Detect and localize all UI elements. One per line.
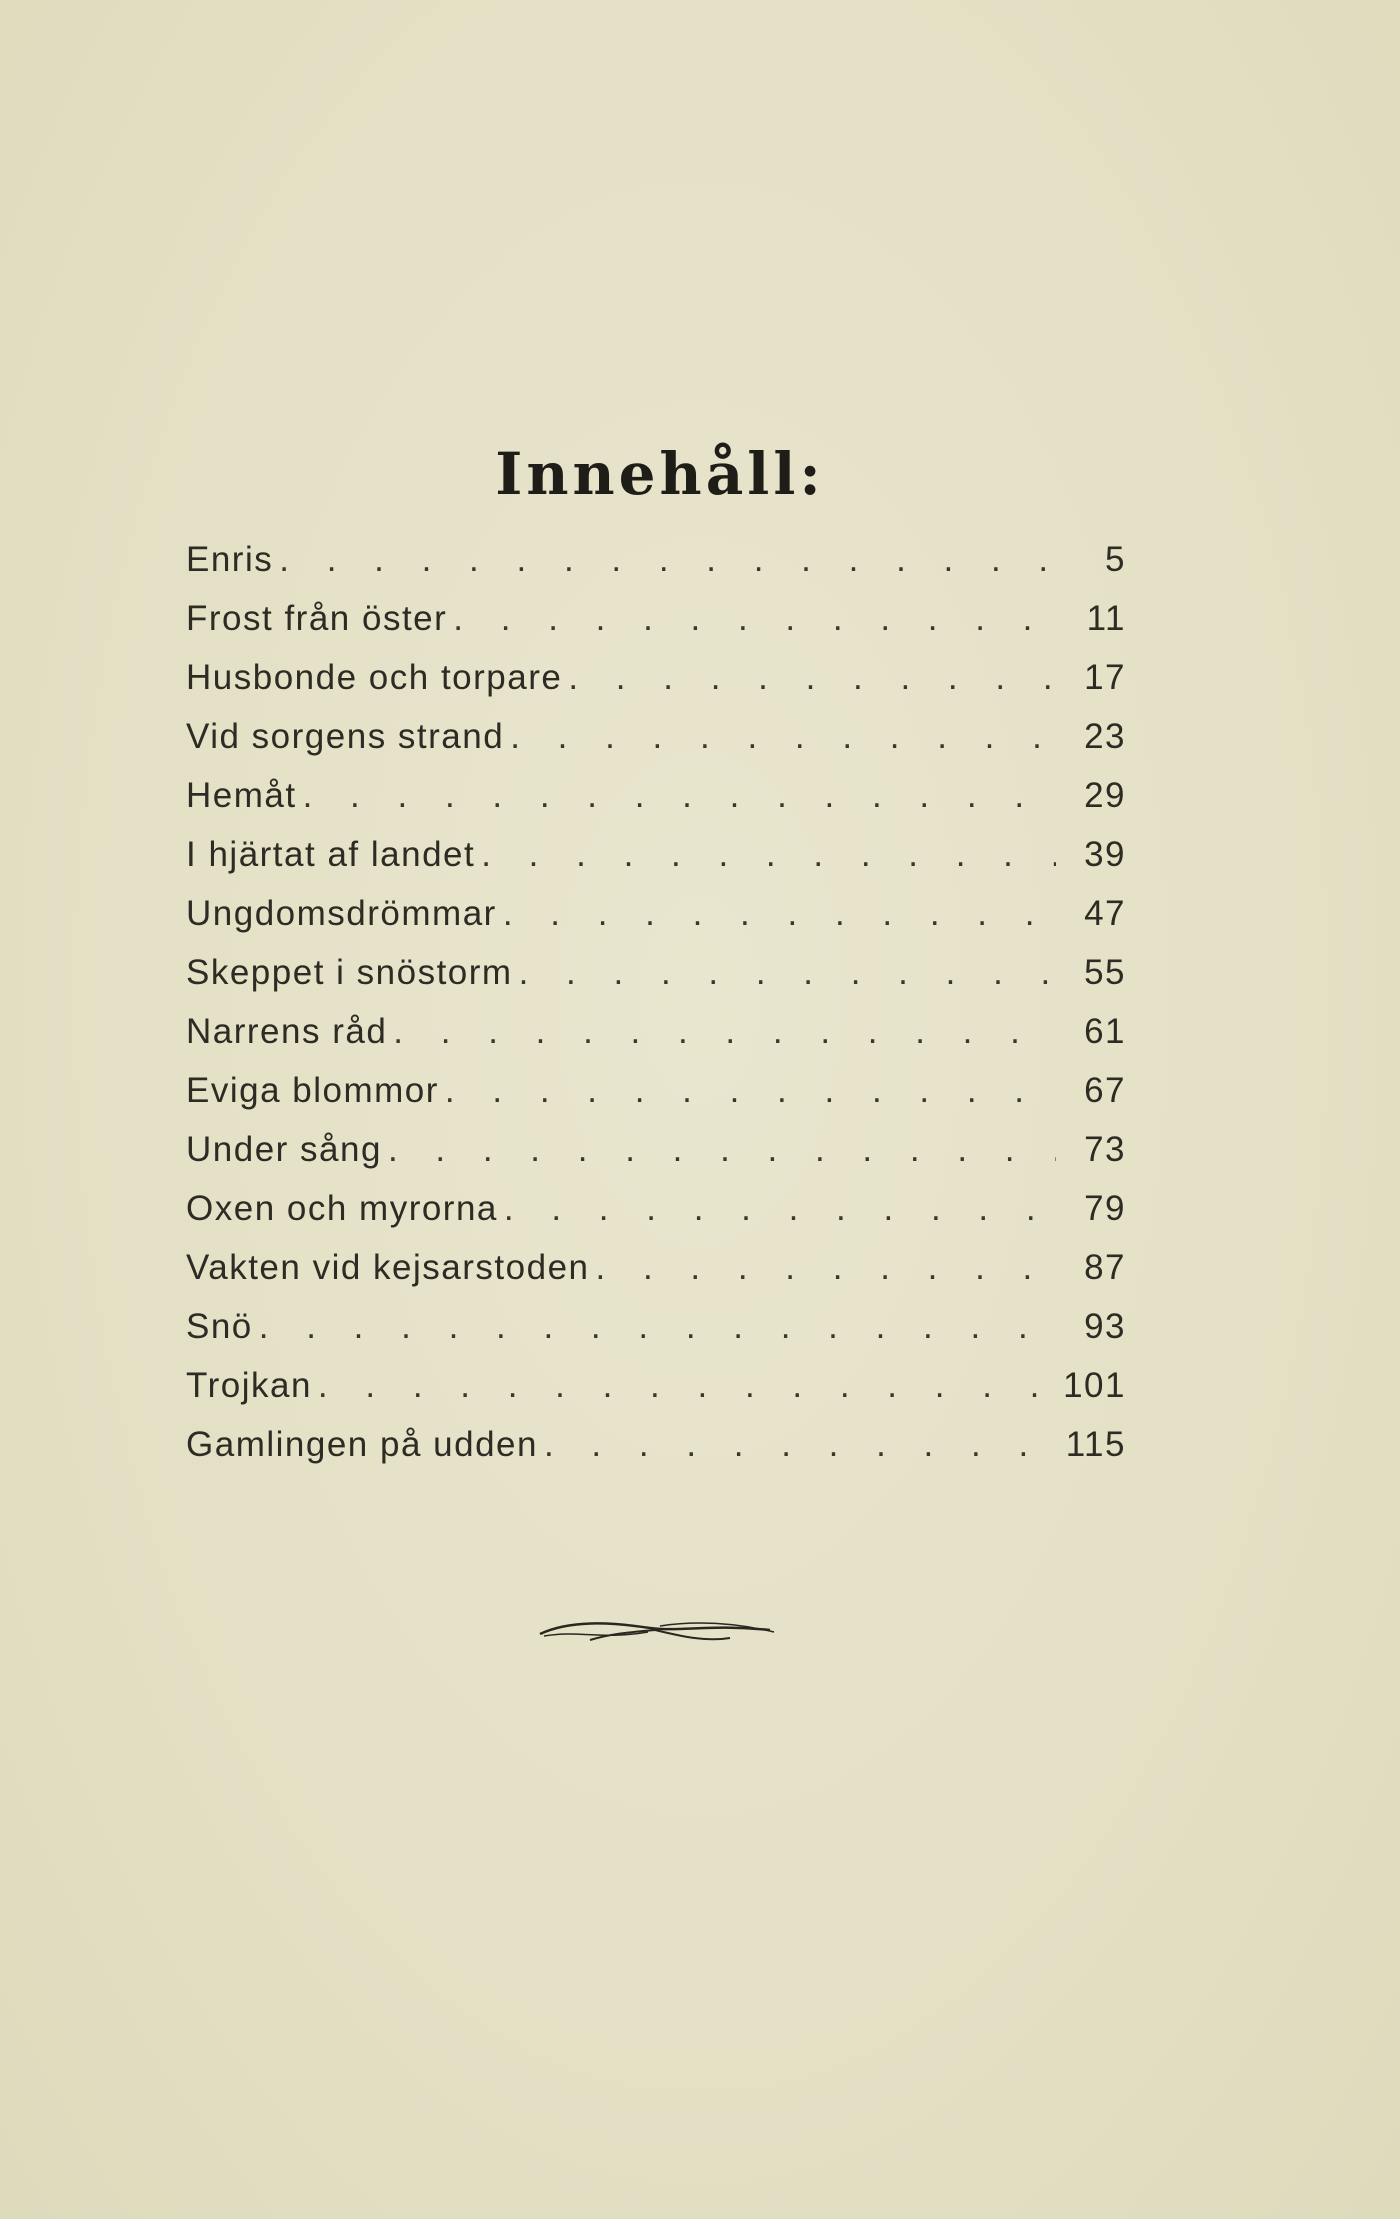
toc-entry-title: Vid sorgens strand <box>186 717 505 756</box>
toc-entry-page: 29 <box>1084 776 1126 815</box>
page-title: Innehåll: <box>495 440 825 508</box>
dot-leader <box>303 776 1056 816</box>
toc-entry-title: I hjärtat af landet <box>186 835 476 874</box>
dot-leader <box>445 1071 1056 1111</box>
toc-entry <box>186 1189 1126 1248</box>
toc-entry <box>186 540 1126 599</box>
toc-entry-page: 47 <box>1084 894 1126 933</box>
dot-leader <box>519 953 1056 993</box>
toc-entry-title: Husbonde och torpare <box>186 658 563 697</box>
toc-entry-title: Narrens råd <box>186 1012 388 1051</box>
dot-leader <box>596 1248 1056 1288</box>
toc-entry-title: Gamlingen på udden <box>186 1425 538 1464</box>
dot-leader <box>481 835 1056 875</box>
toc-entry-title: Ungdomsdrömmar <box>186 894 497 933</box>
toc-entry-page: 67 <box>1084 1071 1126 1110</box>
toc-entry-page: 55 <box>1084 953 1126 992</box>
toc-entry-page: 61 <box>1084 1012 1126 1051</box>
toc-entry <box>186 1071 1126 1130</box>
toc-entry-page: 93 <box>1084 1307 1126 1346</box>
toc-entry-title: Trojkan <box>186 1366 312 1405</box>
toc-entry-page: 73 <box>1084 1130 1126 1169</box>
toc-entry <box>186 1012 1126 1071</box>
toc-entry-page: 11 <box>1086 599 1126 638</box>
toc-entry <box>186 1307 1126 1366</box>
toc-entry-page: 87 <box>1084 1248 1126 1287</box>
toc-entry-page: 23 <box>1084 717 1126 756</box>
dot-leader <box>544 1425 1056 1465</box>
toc-entry <box>186 776 1126 835</box>
dot-leader <box>510 717 1056 757</box>
toc-entry-title: Enris <box>186 540 274 579</box>
toc-entry <box>186 894 1126 953</box>
toc-entry-title: Skeppet i snöstorm <box>186 953 513 992</box>
toc-entry <box>186 1130 1126 1189</box>
toc-entry <box>186 717 1126 776</box>
toc-entry <box>186 835 1126 894</box>
toc-entry <box>186 1248 1126 1307</box>
toc-entry <box>186 953 1126 1012</box>
dot-leader <box>388 1130 1056 1170</box>
toc-entry <box>186 658 1126 717</box>
dot-leader <box>503 894 1056 934</box>
dot-leader <box>453 599 1056 639</box>
dot-leader <box>568 658 1056 698</box>
toc-entry <box>186 1425 1126 1484</box>
dot-leader <box>504 1189 1056 1229</box>
toc-entry-title: Hemåt <box>186 776 297 815</box>
toc-entry-page: 79 <box>1084 1189 1126 1228</box>
toc-entry-title: Oxen och myrorna <box>186 1189 498 1228</box>
toc-entry-title: Under sång <box>186 1130 382 1169</box>
dot-leader <box>259 1307 1056 1347</box>
dot-leader <box>279 540 1056 580</box>
flourish-ornament-icon <box>530 1610 780 1650</box>
toc-entry-title: Frost från öster <box>186 599 448 638</box>
toc-entry-title: Eviga blommor <box>186 1071 439 1110</box>
toc-entry-title: Snö <box>186 1307 253 1346</box>
table-of-contents <box>186 540 1126 1484</box>
toc-entry-page: 17 <box>1084 658 1126 697</box>
toc-entry-page: 39 <box>1084 835 1126 874</box>
toc-entry-page: 115 <box>1065 1425 1126 1464</box>
toc-entry-title: Vakten vid kejsarstoden <box>186 1248 590 1287</box>
toc-entry-page: 5 <box>1105 540 1126 579</box>
dot-leader <box>318 1366 1056 1406</box>
toc-entry-page: 101 <box>1063 1366 1126 1405</box>
toc-entry <box>186 1366 1126 1425</box>
dot-leader <box>393 1012 1056 1052</box>
toc-entry <box>186 599 1126 658</box>
